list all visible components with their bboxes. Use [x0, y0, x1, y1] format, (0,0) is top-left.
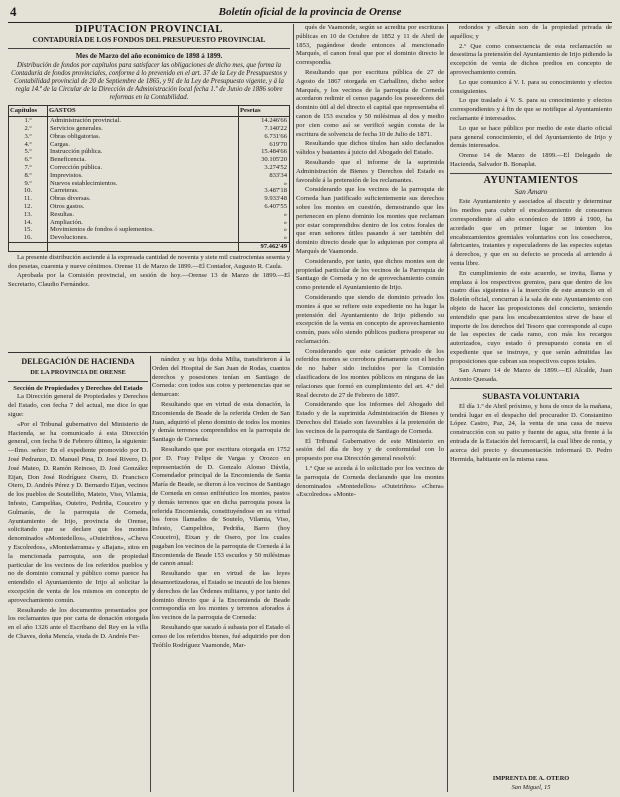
table-row: [9, 211, 290, 219]
pesetas-value: »: [239, 226, 290, 234]
capitulo-number: 13.: [9, 211, 48, 219]
capitulo-number: 10.: [9, 187, 48, 195]
hacienda-heading: DELEGACIÓN DE HACIENDA: [21, 357, 135, 366]
capitulo-number: 3.º: [9, 133, 48, 141]
table-row: [9, 133, 290, 141]
printer-imprint: [450, 774, 612, 792]
gasto-label: Administración provincial.: [48, 117, 239, 125]
paragraph: Considerando, por tanto, que dichos montes son de propiedad particular de los vecinos de la Parroquia de Santiago de Corneda y no de aprovechamiento común como pretende el Ayuntamiento de Irijo.: [296, 257, 444, 292]
right-column: [450, 24, 612, 792]
pesetas-value: 3.274'52: [239, 164, 290, 172]
section-divider: [8, 352, 290, 353]
paragraph: Considerando que los informes del Abogado del Estado y de la suprimida Administración de Bienes y Derechos del Estado son favorables á la pretensión de los vecinos de la parroquia de Santiago de Corneda.: [296, 401, 444, 435]
pesetas-value: 6.407'55: [239, 203, 290, 211]
pesetas-value: 15.484'66: [239, 148, 290, 156]
table-row: [9, 148, 290, 156]
paragraph: redondos y «Bexán son de la propiedad privada de aquéllos; y: [450, 24, 612, 40]
paragraph: Resultando de los documentos presentados por los reclamantes que por carta de donación otorgada en el año 1326 ante el Escribano del Rey en la villa de Chaves, doña Mencía, viuda de D. Andrés Fer-: [8, 606, 148, 640]
paragraph: Resultando que por escritura pública de 27 de Agosto de 1867 otorgada en Carballino, dicho señor Marqués, y los vecinos de la parroquia de Corneda acordaron redimir el censo pagando los poseedores del dominio útil al del directo el capital que representaba el canon de 153 escudos y 50 milésimas al dos y medio por cien como así se verificó según consta de la escritura de solvencia de fecha 10 de Julio de 1871.: [296, 68, 444, 138]
gasto-label: Ampliación.: [48, 219, 239, 227]
gasto-label: Nuevos establecimientos.: [48, 180, 239, 188]
table-row: [9, 141, 290, 149]
budget-table: [8, 105, 290, 251]
gasto-label: Obras diversas.: [48, 195, 239, 203]
table-row: [9, 226, 290, 234]
paragraph: nández y su hija doña Milia, transfirieron á la Orden del Hospital de San Juan de Rodas, cuantos derechos y posesiones tenían en Santiago de Corneda: con todos sus cotos y pertenencias que se demarcan:: [152, 356, 290, 399]
approval-note: Aprobada por la Comisión provincial, en sesión de hoy.—Orense 13 de Marzo de 1899.—El Secretario, Claudio Fernández.: [8, 272, 290, 289]
table-row: [9, 125, 290, 133]
pesetas-value: 3.487'18: [239, 187, 290, 195]
table-row: [9, 195, 290, 203]
subasta-text: El día 1.º de Abril próximo, y hora de once de la mañana, tendrá lugar en el despacho del procurador D. Constantino López Castro, Paz, 24, la venta de una casa de nueva construcción con su patio y fuente de agua, sita frente á la entrada de la Estación del ferrocarril, la cual libre de renta, y acerca del precio y documentación informará D. Pedro Hermida, habitante en la misma casa.: [450, 402, 612, 463]
table-row: [9, 156, 290, 164]
pesetas-value: 30.105'20: [239, 156, 290, 164]
paragraph: «Por el Tribunal gubernativo del Ministerio de Hacienda, se ha comunicado á esta Dirección general, con fecha 9 de Febrero último, la siguiente:—Ilmo. señor: En el expediente promovido por D. José Pedranzo, D. Manuel Pina, D. José Rivero, D. José Mateo, D. Ramón Reinoso, D. José González Eijan, Don José Rodríguez Osero, D. Francisco Otero, D. Andrés Pérez y D. Bernardo Eijan, vecinos de los pueblos de Soutelliño, Mateio, Viso, Vilamia, Infesto, Campelñas, Outeiro, Pedriña, Couceiro y Gulmarás, de la parroquia de Corneda, Ayuntamiento de Irijo, provincia de Orense, solicitando que se declare que los montes denominados «Montedellos», «Outeiriños», «Cheva y Escolredos», «Montedarrama» y «Bajan», sitos en la mencionada parroquia, son de propiedad particular de los vecinos de los referidos pueblos y no de dominio comunal y público como parece ha entendido el Ayuntamiento de Irijo al solicitar la excepción de venta de los mismos en concepto de aprovechamiento común.: [8, 420, 148, 604]
capitulo-number: 8.º: [9, 172, 48, 180]
divider: [8, 48, 290, 49]
gasto-label: Obras obligatorias.: [48, 133, 239, 141]
capitulo-number: 9.º: [9, 180, 48, 188]
paragraph: Considerando que siendo de dominio privado los montes á que se refiere este expediente no ha lugar la pretensión del Ayuntamiento de Irijo pidiendo su excepción de la venta en concepto de aprovechamiento común, pues sólo siendo públicos pudiera prosperar su reclamación.: [296, 293, 444, 345]
month-title: Mes de Marzo del año económico de 1898 á 1899.: [75, 51, 223, 60]
newspaper-title: Boletín oficial de la provincia de Orense: [218, 6, 402, 18]
hacienda-subheading: DE LA PROVINCIA DE ORENSE: [30, 368, 126, 376]
gasto-label: Carreteras.: [48, 187, 239, 195]
paragraph: Considerando que este carácter privado de los referidos montes se corrobora plenamente con el hecho de no haber sido incluidos por la Comisión clasificadora de los montes públicos en ninguna de las relaciones que formó en cumplimiento del art. 4.º del Real decreto de 27 de Febrero de 1897.: [296, 347, 444, 399]
pesetas-value: 7.140'22: [239, 125, 290, 133]
column-rule: [293, 24, 294, 792]
capitulo-number: 12.: [9, 203, 48, 211]
ayuntamientos-heading: AYUNTAMIENTOS: [483, 174, 579, 186]
hacienda-continued: [152, 356, 290, 792]
table-row: [9, 172, 290, 180]
paragraph: La Dirección general de Propiedades y Derechos del Estado, con fecha 7 del actual, me dice lo que sigue:: [8, 393, 148, 418]
gasto-label: Beneficencia.: [48, 156, 239, 164]
gasto-label: Cargas.: [48, 141, 239, 149]
capitulo-number: 14.: [9, 219, 48, 227]
paragraph: qués de Vaamonde, según se acredita por escrituras públicas en 10 de Octubre de 1852 y 11 de Abril de 1853, pagándose desde entonces al mencionado Marqués, el canon foral que por el dominio directo le correspondía.: [296, 24, 444, 67]
capitulo-number: 7.º: [9, 164, 48, 172]
table-total-row: [9, 242, 290, 251]
printer-address: San Miguel, 15: [511, 784, 551, 791]
hacienda-section-title: Sección de Propiedades y Derechos del Estado: [13, 384, 143, 392]
gasto-label: Corrección pública.: [48, 164, 239, 172]
paragraph: Considerando que los vecinos de la parroquia de Corneda han justificado suficientemente sus derechos sobre los montes en cuestión, demostrando que les pertenecen en pleno dominio los montes que reclaman por estar comprendidos dentro de los cotos forales de que eran señores útiles pasando á ser también del dominio directo desde que lo adquieran por compra al Marqués de Vaamonde.: [296, 186, 444, 255]
table-row: [9, 117, 290, 125]
table-row: [9, 180, 290, 188]
diputacion-heading: DIPUTACIÓN PROVINCIAL: [75, 24, 223, 35]
diputacion-section: [8, 24, 290, 354]
page-header: [8, 4, 612, 23]
capitulo-number: 2.º: [9, 125, 48, 133]
capitulo-number: 1.º: [9, 117, 48, 125]
paragraph: Este Ayuntamiento y asociados al discutir y determinar los medios para cubrir el encabezamiento de consumos correspondiente al año económico de 1899 á 1900, ha acordado que en primer lugar se intenten los encabezamientos gremiales voluntarios con los cosecheros, fabricantes, tratantes y especuladores de las especies sujetas á derechos, y que en su defecto se proceda al arriendo á venta libre.: [450, 198, 612, 267]
paragraph: Resultando que sacado á subasta por el Estado el censo de los referidos bienes, fué adquirido por don Teófilo Rodríguez Vaamonde, Mar-: [152, 623, 290, 649]
capitulo-number: 15.: [9, 226, 48, 234]
page-number: 4: [10, 4, 17, 19]
divider: [450, 388, 612, 389]
paragraph: Lo que comunico á V. I. para su conocimiento y efectos consiguientes.: [450, 78, 612, 95]
paragraph: Lo que traslado á V. S. para su conocimiento y efectos correspondientes y á fin de que se notifique al Ayuntamiento reclamante é interesados.: [450, 97, 612, 122]
distribution-note: La presente distribución asciende á la expresada cantidad de noventa y siete mil cuatrocientas sesenta y dos pesetas, cuarenta y nueve céntimos. Orense 11 de Marzo de 1899.—El Contador, Augusto R. Caula.: [8, 253, 290, 270]
gasto-label: Movimientos de fondos ó suplementos.: [48, 226, 239, 234]
col-header-pesetas: Pesetas: [239, 106, 290, 117]
col-header-gastos: GASTOS: [48, 106, 239, 117]
pesetas-value: 9.933'48: [239, 195, 290, 203]
hacienda-section: [8, 356, 148, 792]
paragraph: Resultando que el informe de la suprimida Administración de Bienes y Derechos del Estado es favorable á la pretensión de los reclamantes.: [296, 158, 444, 184]
paragraph: El Tribunal Gubernativo de este Ministerio en sesión del día de hoy y de conformidad con lo propuesto por esa Dirección general resolvió:: [296, 437, 444, 463]
capitulo-number: 6.º: [9, 156, 48, 164]
divider: [450, 173, 612, 174]
subasta-heading: SUBASTA VOLUNTARIA: [482, 391, 580, 402]
pesetas-value: 833'34: [239, 172, 290, 180]
distribution-intro: Distribución de fondos por capítulos para satisfacer las obligaciones de dicho mes, que forma la Contaduría de fondos provinciales, conforme á lo prevenido en el art. 37 de la Ley de Presupuestos y Contabilidad provincial de 20 de Septiembre de 1865, y 91 de la Ley de Presupuesto vigente, y á la regla 14.ª de la Circular de la Dirección de Administración local fecha 1.º de Junio de 1886 sobre reformas en la Contabilidad.: [11, 62, 287, 102]
paragraph: Resultando que en virtud de esta donación, la Encomienda de Beade de la referida Orden de San Juan, adquirió el pleno dominio de todos los montes y demás terrenos comprendidos en la parroquia de Santiago de Corneda:: [152, 400, 290, 444]
pesetas-value: 6.731'66: [239, 133, 290, 141]
pesetas-value: 619'70: [239, 141, 290, 149]
pesetas-value: »: [239, 219, 290, 227]
paragraph: En cumplimiento de este acuerdo, se invita, llama y emplaza á los respectivos gremios, para que dentro de los cuatro días siguientes á la inserción de este anuncio en el Boletín oficial, concurran á la sala de este Ayuntamiento con objeto de hacer las proposiciones del concierto, teniendo entendido que para los encabezamientos sirve de base el importe de los derechos del Tesoro que corresponde al cupo de las especies de cada ramo, con más los recargos autorizados, cuyo estado ó presupuesto consta en el expediente que se instruye, y que serán admitidas las proposiciones que cubran sus respectivos cupos totales.: [450, 269, 612, 365]
hacienda-continued-2: [296, 24, 444, 792]
pesetas-value: 14.246'66: [239, 117, 290, 125]
gasto-label: Instrucción pública.: [48, 148, 239, 156]
col-header-capitulos: Capítulos: [9, 106, 48, 117]
paragraph: San Amaro 14 de Marzo de 1899.—El Alcalde, Juan Antonio Quesada.: [450, 367, 612, 384]
paragraph: 1.º Que se acceda á lo solicitado por los vecinos de la parroquia de Corneda declarando que los montes denominados «Montedellos» «Outeiriños» «Chera» «Escolredos» «Monte-: [296, 465, 444, 499]
column-rule: [447, 24, 448, 792]
table-row: [9, 203, 290, 211]
gasto-label: Imprevistos.: [48, 172, 239, 180]
paragraph: Resultando que por escritura otorgada en 1752 por D. Fray Felipe de Vargas y Orozco en representación de D. Gonzalo Alonso Dávila, Comendador principal de la Encomienda de Santa María de Beade, se dieron á los vecinos de Santiago de Corneda en censo enfitéutico los montes, pastos y demás terrenos que en dicha parroquia posea la referida Encomienda, constituyéndose en su virtud los foros llamados de Soutelo, Vilamia, Viso, Infesto, Campeliños, Pedriña, Barro (hoy Couceiro), Eixan y de Osero, por los cuales pagaban los vecinos de la parroquia de Corneda á la Encomienda de Beade 153 escudos y 50 milésimas de canon anual:: [152, 445, 290, 568]
table-row: [9, 219, 290, 227]
gasto-label: Resultas.: [48, 211, 239, 219]
paragraph: Lo que se hace público por medio de este diario oficial para general conocimiento, el del Ayuntamiento de Irijo y demás interesados.: [450, 124, 612, 150]
gasto-label: Devoluciones.: [48, 234, 239, 242]
capitulo-number: 16.: [9, 234, 48, 242]
contaduria-subheading: CONTADURÍA DE LOS FONDOS DEL PRESUPUESTO PROVINCIAL: [32, 34, 266, 44]
capitulo-number: 5.º: [9, 148, 48, 156]
paragraph: 2.º Que como consecuencia de esta reclamación se desestima la pretensión del Ayuntamiento de Irijo pidiendo la excepción de venta de dichos predios en concepto de aprovechamiento común.: [450, 42, 612, 76]
printer-name: IMPRENTA DE A. OTERO: [492, 775, 570, 782]
paragraph: Orense 14 de Marzo de 1899.—El Delegado de Hacienda, Salvador B. Bonaplat.: [450, 152, 612, 168]
pesetas-value: »: [239, 234, 290, 242]
paragraph: Resultando que dichos títulos han sido declarados válidos y bastantes á juicio del Abogado del Estado.: [296, 140, 444, 157]
capitulo-number: 11.: [9, 195, 48, 203]
table-row: [9, 187, 290, 195]
gasto-label: Servicios generales.: [48, 125, 239, 133]
pesetas-value: »: [239, 180, 290, 188]
table-row: [9, 234, 290, 242]
capitulo-number: 4.º: [9, 141, 48, 149]
pesetas-value: »: [239, 211, 290, 219]
paragraph: Resultando que en virtud de las leyes desamortizadoras, el Estado se incautó de los bienes y derechos de las Órdenes militares, y por tanto del dominio directo que á la Encomienda de Beade correspondía en los montes y terrenos aforados á los vecinos de la parroquia de Corneda:: [152, 570, 290, 622]
gasto-label: Otros gastos.: [48, 203, 239, 211]
column-rule: [150, 356, 151, 792]
table-total: 97.462'49: [239, 242, 290, 251]
divider: [8, 381, 148, 382]
ayuntamiento-place: San Amaro: [514, 186, 548, 196]
table-row: [9, 164, 290, 172]
